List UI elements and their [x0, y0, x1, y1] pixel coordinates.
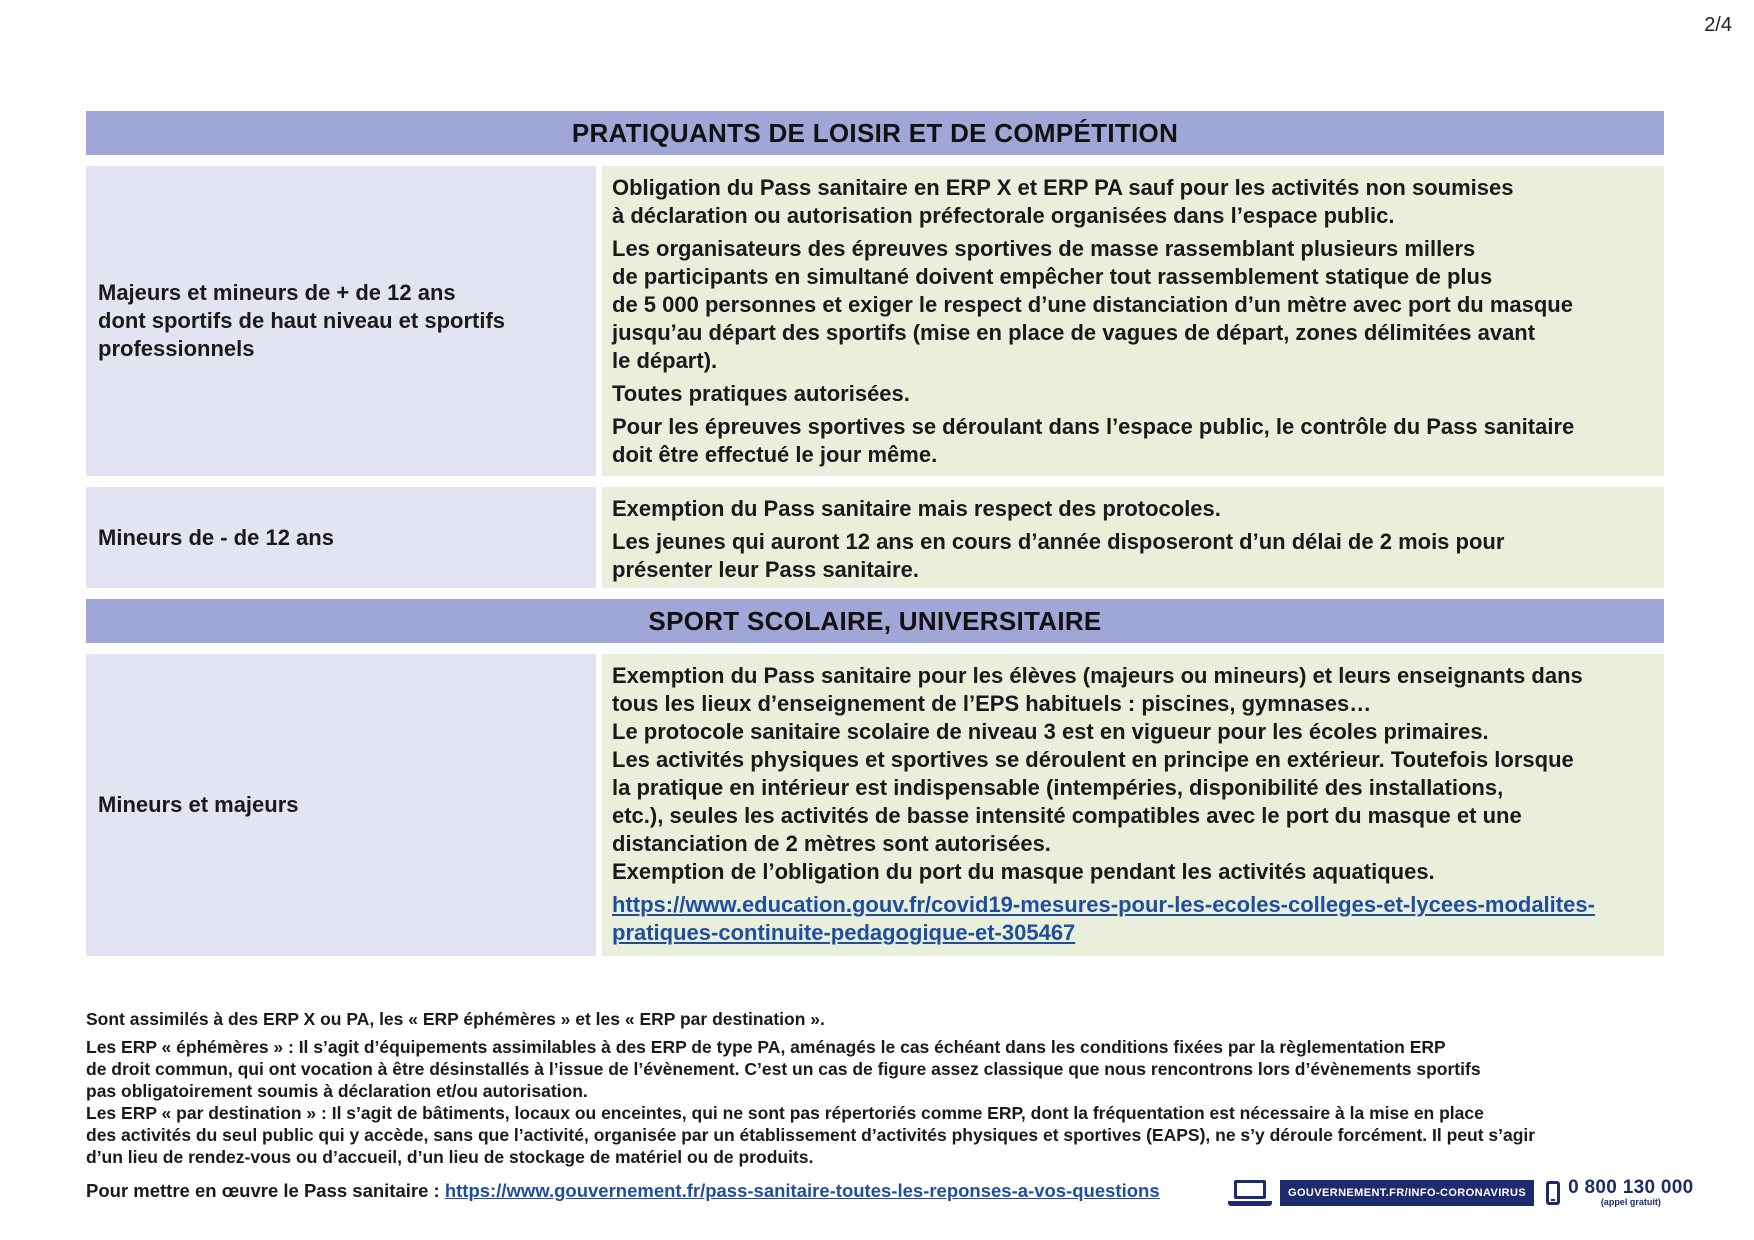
footer-line: [86, 1180, 1160, 1202]
rules-table: [86, 111, 1664, 956]
gov-info-badge[interactable]: GOUVERNEMENT.FR/INFO-CORONAVIRUS: [1280, 1180, 1534, 1206]
row-content-cell: [602, 654, 1664, 956]
row-paragraph: Les activités physiques et sportives se déroulent en principe en extérieur. Toutefois lorsque la pratique en intérieur est indispensable (intempéries, disponibilité des installations, etc.), seules les activités de basse intensité compatibles avec le port du masque et une distanciation de 2 mètres sont autorisées.: [612, 747, 1574, 856]
gov-contact-block: [1228, 1178, 1694, 1207]
row-label-cell: [86, 654, 596, 956]
table-row: [86, 654, 1664, 956]
row-paragraph: Les organisateurs des épreuves sportives de masse rassemblant plusieurs millers de participants en simultané doivent empêcher tout rassemblement statique de plus de 5 000 personnes et exiger le respect d’une distanciation d’un mètre avec port du masque jusqu’au départ des sportifs (mise en place de vagues de départ, zones délimitées avant le départ).: [612, 236, 1573, 373]
pass-sanitaire-link[interactable]: https://www.gouvernement.fr/pass-sanitaire-toutes-les-reponses-a-vos-questions: [444, 1180, 1160, 1201]
footnote: Sont assimilés à des ERP X ou PA, les « ERP éphémères » et les « ERP par destination ».: [86, 1009, 825, 1029]
row-paragraph: Le protocole sanitaire scolaire de niveau 3 est en vigueur pour les écoles primaires.: [612, 719, 1489, 744]
row-label-cell: [86, 487, 596, 588]
phone-number: 0 800 130 000: [1568, 1177, 1694, 1198]
row-paragraph: Obligation du Pass sanitaire en ERP X et ERP PA sauf pour les activités non soumises à déclaration ou autorisation préfectorale organisées dans l’espace public.: [612, 175, 1514, 228]
row-label-cell: [86, 166, 596, 476]
row-paragraph: Exemption du Pass sanitaire mais respect des protocoles.: [612, 496, 1221, 521]
section-header-loisir-competition: PRATIQUANTS DE LOISIR ET DE COMPÉTITION: [86, 111, 1664, 155]
row-label: Mineurs et majeurs: [98, 792, 299, 817]
phone-box: [1568, 1178, 1693, 1207]
row-paragraph: Exemption du Pass sanitaire pour les élèves (majeurs ou mineurs) et leurs enseignants dans tous les lieux d’enseignement de l’EPS habituels : piscines, gymnases…: [612, 663, 1583, 716]
page-number: 2/4: [1704, 14, 1732, 36]
row-label: Mineurs de - de 12 ans: [98, 524, 334, 550]
row-label: Majeurs et mineurs de + de 12 ans dont sportifs de haut niveau et sportifs professionnels: [98, 280, 506, 361]
section-header-sport-scolaire: SPORT SCOLAIRE, UNIVERSITAIRE: [86, 599, 1664, 643]
education-gouv-link[interactable]: https://www.education.gouv.fr/covid19-mesures-pour-les-ecoles-colleges-et-lycees-modalites- pratiques-continuite-pedagogique-et-305467: [612, 892, 1595, 945]
laptop-icon: [1228, 1180, 1272, 1206]
row-paragraph: Exemption de l’obligation du port du masque pendant les activités aquatiques.: [612, 859, 1435, 884]
footnotes: [86, 1008, 1686, 1168]
table-row: [86, 166, 1664, 476]
phone-note: (appel gratuit): [1600, 1197, 1661, 1207]
table-row: [86, 487, 1664, 588]
row-paragraph: Pour les épreuves sportives se déroulant dans l’espace public, le contrôle du Pass sanitaire doit être effectué le jour même.: [612, 414, 1575, 467]
row-paragraph: Toutes pratiques autorisées.: [612, 381, 910, 406]
row-content-cell: [602, 166, 1664, 476]
phone-icon: [1546, 1181, 1560, 1205]
row-content-cell: [602, 487, 1664, 588]
row-paragraph: Les jeunes qui auront 12 ans en cours d’année disposeront d’un délai de 2 mois pour présenter leur Pass sanitaire.: [612, 529, 1505, 582]
footnote: Les ERP « par destination » : Il s’agit de bâtiments, locaux ou enceintes, qui ne sont pas répertoriés comme ERP, dont la fréquentation est nécessaire à la mise en place des activités du seul public qui y accède, sans que l’activité, organisée par un établissement d’activités physiques et sportives (EAPS), ne s’y déroule forcément. Il peut s’agir d’un lieu de rendez-vous ou d’accueil, d’un lieu de stockage de matériel ou de produits.: [86, 1103, 1536, 1167]
footnote: Les ERP « éphémères » : Il s’agit d’équipements assimilables à des ERP de type PA, aménagés le cas échéant dans les conditions fixées par la règlementation ERP de droit commun, qui ont vocation à être désinstallés à l’issue de l’évènement. C’est un cas de figure assez classique que nous rencontrons lors d’évènements sportifs pas obligatoirement soumis à déclaration et/ou autorisation.: [86, 1037, 1481, 1101]
footer-prefix: Pour mettre en œuvre le Pass sanitaire :: [86, 1180, 445, 1201]
